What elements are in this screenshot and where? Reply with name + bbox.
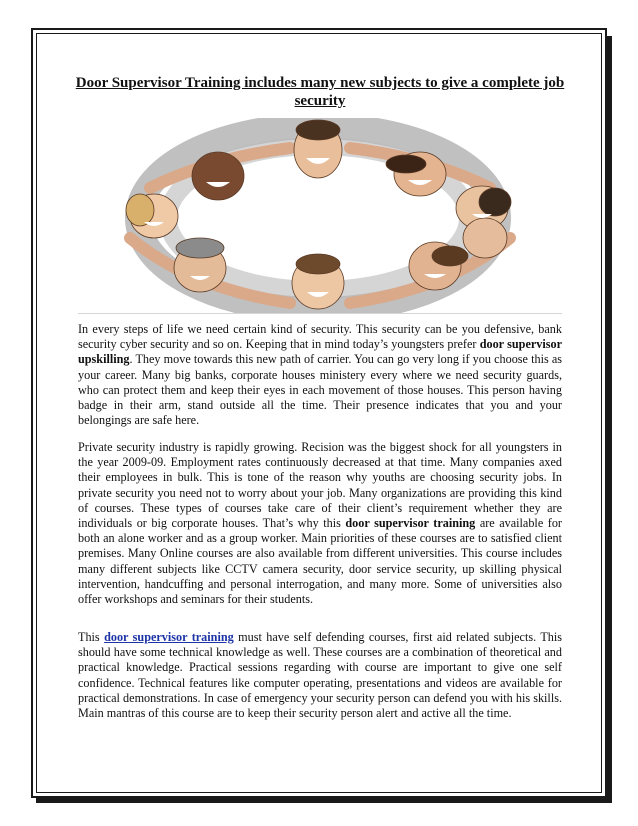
door-supervisor-training-link[interactable]: door supervisor training xyxy=(104,630,234,644)
paragraph-2-text-a: Private security industry is rapidly growing. Recision was the biggest shock for all youngsters in the year 2009-09. Employment rates continuously decreased at that time. Many companies axed their employees in bulk. This is tone of the reason why youths are choosing security jobs. In private security you need not to worry about your job. Many organizations are providing this kind of courses. These types of courses take care of their client’s requirement whether they are individuals or big corporate houses. That’s why this xyxy=(78,440,562,531)
paragraph-3 xyxy=(78,630,562,721)
document-title: Door Supervisor Training includes many new subjects to give a complete job security xyxy=(75,75,565,109)
page-border-shadow-right xyxy=(607,36,612,802)
paragraph-3-text-a: This xyxy=(78,630,105,644)
paragraph-1-text-a: In every steps of life we need certain kind of security. This security can be you defensive, bank security cyber security and so on. Keeping that in mind today’s youngsters prefer xyxy=(78,322,562,352)
group-photo-icon xyxy=(90,118,545,313)
page-border-shadow-bottom xyxy=(36,798,612,803)
paragraph-1-bold-term: door supervisor upskilling xyxy=(78,337,562,367)
photo-divider xyxy=(78,313,562,314)
paragraph-1 xyxy=(78,322,562,428)
paragraph-3-text-b: must have self defending courses, first aid related subjects. This should have some technical knowledge as well. These courses are a combination of theoretical and practical knowledge. Practical sessions regarding with course are important to give one self confidence. Technical features like computer operating, presentations and videos are available for practical demonstrations. In case of emergency your security person can defend you with his skills. Main mantras of this course are to keep their security person alert and active all the time. xyxy=(78,630,562,721)
paragraph-1-text-b: . They move towards this new path of carrier. You can go very long if you choose this as your career. Many big banks, corporate houses ministery every where we need security guards, who can protect them and keep their eyes in each movement of those houses. This person having badge in their arm, stand outside all the time. Their presence indicates that you and your belongings are safe here. xyxy=(78,352,562,428)
paragraph-2-text-b: are available for both an alone worker and as a group worker. Main priorities of these courses are to satisfied client premises. Many Online courses are also available from different universities. This course includes many different subjects like CCTV camera security, door service security, up skilling physical intervention, handcuffing and personal interrogation, and many more. Some of universities also offer workshops and seminars for their students. xyxy=(78,516,562,607)
paragraph-2 xyxy=(78,440,562,607)
paragraph-2-bold-term: door supervisor training xyxy=(345,516,476,531)
